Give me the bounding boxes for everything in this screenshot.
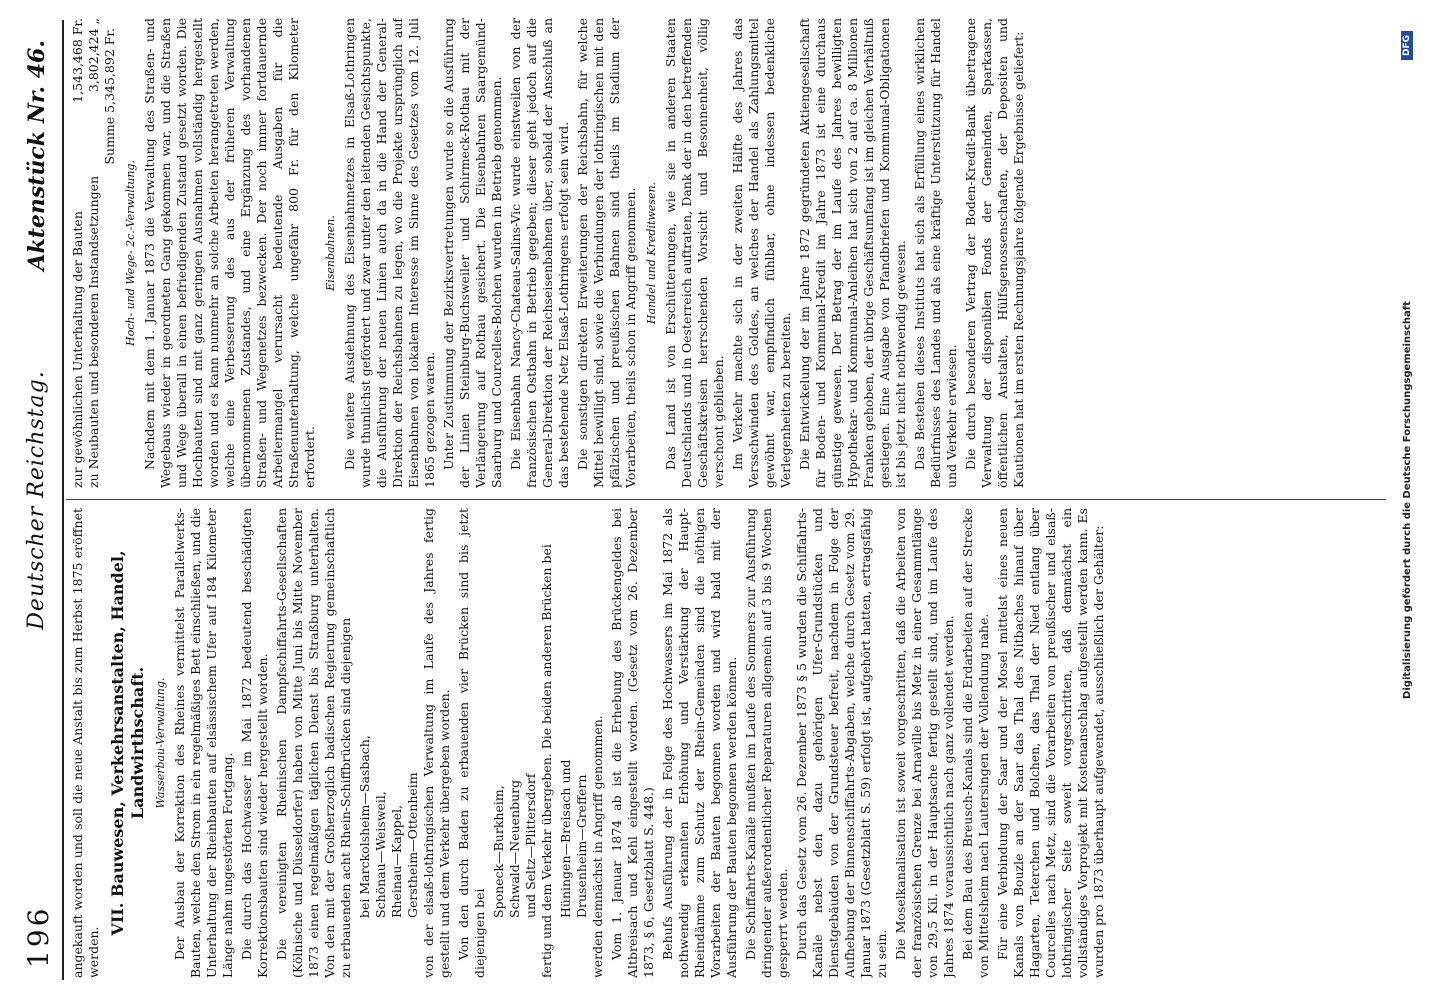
paragraph: Vom 1. Januar 1874 ab ist die Erhebung des Brückengeldes bei Altbreisach und Kehl eingestellt worden. (Gesetz vom 26. Dezember 1873, § 6, Gesetzblatt S. 448.) (609, 508, 656, 978)
bridge-list-item: und Seltz—Plittersdorf (523, 773, 538, 918)
paragraph: Behufs Ausführung der in Folge des Hochwassers im Mai 1872 als nothwendig erkannten Erhöhung und Verstärkung der Haupt-Rheindämme zum Schutz der Rhein-Gemeinden sind die nöthigen Vorarbeiten der Bauten begonnen worden und wird bald mit der Ausführung der Bauten begonnen werden können. (660, 508, 739, 978)
column-divider (66, 499, 1386, 500)
expense-label: zu Neubauten und besonderen Instandsetzungen (86, 175, 101, 488)
paragraph: Die sonstigen direkten Erweiterungen der Reichsbahn, für welche Mittel bewilligt sind, sowie die Verbindungen der lothringischen mit den pfälzischen und preußischen Bahnen sind theils im Stadium der Vorarbeiten, theils schon in Angriff genommen. (575, 18, 638, 488)
paragraph: Durch das Gesetz vom 26. Dezember 1873 § 5 wurden die Schiffahrts-Kanäle nebst den dazu gehörigen Ufer-Grundstücken und Dienstgebäuden von der Grundsteuer befreit, nachdem in Folge der Aufhebung der Binnenschiffahrts-Abgaben, welche durch Gesetz vom 29. Januar 1873 (Gesetzblatt S. 59) erfolgt ist, aufgehört hatten, ertragsfähig zu sein. (794, 508, 889, 978)
subheading: Handel und Kreditwesen. (645, 181, 658, 325)
paragraph: Bei dem Bau des Breusch-Kanals sind die Erdarbeiten auf der Strecke von Mittelsheim nach Lautersingen der Vollendung nahe. (960, 508, 991, 978)
bridge-list-item: Gerstheim—Ottenheim (405, 772, 420, 918)
document-reference: Aktenstück Nr. 46. (24, 40, 50, 271)
paragraph: Das Land ist von Erschütterungen, wie sie in anderen Staaten Deutschlands und in Oesterreich auftraten, Dank der in den betreffenden Geschäftskreisen herrschenden Vorsicht und Besonnenheit, völlig verschont geblieben. (663, 18, 726, 488)
digitization-credit: Digitalisierung gefördert durch die Deutsche Forschungsgemeinschaft (1402, 301, 1413, 699)
expense-line (86, 18, 102, 488)
bridge-list-item: Schwald—Neuenburg (507, 779, 522, 918)
expense-amount: 3,802,424 „ (86, 18, 101, 93)
expense-total: Summe 5,345,892 Fr. (102, 28, 117, 165)
paragraph: werden demnächst in Angriff genommen. (590, 715, 605, 978)
subheading: Wasserbau-Verwaltung. (154, 677, 167, 809)
bridge-list-item: Schönau—Weisweil, (373, 791, 388, 918)
header-rule (62, 20, 64, 980)
bridge-list-item: Hüningen—Breisach und (558, 759, 573, 918)
expense-label: zur gewöhnlichen Unterhaltung der Bauten (70, 211, 85, 488)
subheading: Eisenbahnen. (324, 215, 337, 291)
paragraph: Nachdem mit dem 1. Januar 1873 die Verwaltung des Straßen- und Wegebaus wieder in geordneten Gang gekommen war, und die Straßen und Wege überall in einen befriedigenden Zustand gesetzt worden. Die Hochbauten sind mit ganz geringen Ausnahmen vollständig hergestellt worden und es kann nunmehr an solche Arbeiten herangetreten werden, welche eine Verbesserung des aus der früheren Verwaltung übernommenen Zustandes, und eine Ergänzung des vorhandenen Straßen- und Wegenetzes bezwecken. Der noch immer fortdauernde Arbeitermangel verursacht bedeutende Ausgaben für die Straßenunterhaltung, welche ungefähr 800 Fr. für den Kilometer erfordert. (142, 18, 317, 488)
left-column (70, 508, 1390, 978)
paragraph: Die Moselkanalisation ist soweit vorgeschritten, daß die Arbeiten von der französischen Grenze bei Arnaville bis Metz in einer Gesammtlänge von 29,5 Kil. in der Hauptsache fertig gestellt sind, und im Laufe des Jahres 1874 voraussichtlich nach ganz vollendet werden. (893, 508, 956, 978)
bridge-list-item: Drusenheim—Greffern (574, 774, 589, 918)
page-number: 196 (22, 905, 55, 968)
paragraph: von der elsaß-lothringischen Verwaltung im Laufe des Jahres fertig gestellt und dem Verkehr übergeben worden. (421, 508, 452, 978)
running-title: Deutscher Reichstag. (24, 370, 49, 630)
right-column (70, 18, 1390, 488)
expense-amount: 1,543,468 Fr. (70, 18, 85, 103)
paragraph: Die Entwickelung der im Jahre 1872 gegründeten Aktiengesellschaft für Boden- und Kommunal-Kredit im Jahre 1873 ist eine durchaus günstige gewesen. Der Betrag der im Laufe des Jahres bewilligten Hypothekar- und Kommunal-Anleihen hat sich von 2 auf ca. 8 Millionen Franken gehoben, der übrige Geschäftsumfang ist im gleichen Verhältniß gestiegen. Eine Ausgabe von Pfandbriefen und Kommunal-Obligationen ist bis jetzt nicht nothwendig gewesen. (797, 18, 908, 488)
paragraph: Der Ausbau der Korrektion des Rheines vermittelst Parallelwerks-Bauten, welche den Strom in ein regelmäßiges Bett einschließen, und die Unterhaltung der Rheinbauten auf elsässischem Ufer auf 184 Kilometer Länge nahm ungestörten Fortgang. (172, 508, 235, 978)
page-header (8, 20, 68, 980)
paragraph: Die durch besonderen Vertrag der Boden-Kredit-Bank übertragene Verwaltung der disponiblen Fonds der Gemeinden, Sparkassen, öffentlichen Anstalten, Hülfsgenossenschaften, der Depositen und Kautionen hat im ersten Rechnungsjahre folgende Ergebnisse geliefert: (963, 18, 1026, 488)
section-heading: VII. Bauwesen, Verkehrsanstalten, Handel, Landwirthschaft. (108, 550, 147, 936)
subheading: Hoch- und Wege- 2c.-Verwaltung. (124, 160, 137, 346)
dfg-logo: DFG (1401, 31, 1413, 60)
paragraph: Die durch das Hochwasser im Mai 1872 bedeutend beschädigten Korrektionsbauten sind wieder hergestellt worden. (239, 508, 270, 978)
bridge-list-item: Sponeck—Burkheim, (491, 785, 506, 918)
paragraph: Die weitere Ausdehnung des Eisenbahnnetzes in Elsaß-Lothringen wurde thunlichst gefördert und zwar unter den leitenden Gesichtspunkte, die Ausführung der neuen Linien auch da in die Hand der General-Direktion der Reichsbahnen zu legen, wo die Projekte ursprünglich auf Eisenbahnen von lokalem Interesse im Sinne des Gesetzes vom 12. Juli 1865 gezogen waren. (342, 18, 437, 488)
paragraph: Von den durch Baden zu erbauenden vier Brücken sind bis jetzt diejenigen bei (456, 508, 487, 978)
paragraph: Unter Zustimmung der Bezirksvertretungen wurde so die Ausführung der Linien Steinburg-Buchsweiler und Schirmeck-Rothau mit der Verlängerung auf Rothau gesichert. Die Eisenbahnen Saargemünd-Saarburg und Courcelles-Bolchen wurden in Betrieb genommen. (441, 18, 504, 488)
paragraph: angekauft worden und soll die neue Anstalt bis zum Herbst 1875 eröffnet werden. (70, 508, 101, 978)
bridge-list-item: Rheinau—Kappel, (389, 804, 404, 918)
paragraph: Die Eisenbahn Nancy-Chateau-Salins-Vic wurde einstweilen von der französischen Ostbahn in Betrieb gegeben; dieser geht jedoch auf die General-Direktion der Reichseisenbahnen über, sobald der Anschluß an das bestehende Netz Elsaß-Lothringens erfolgt sein wird. (508, 18, 571, 488)
paragraph: Im Verkehr machte sich in der zweiten Hälfte des Jahres das Versschwinden des Goldes, an welches der Handel als Zahlungsmittel gewöhnt war, empfindlich fühlbar, ohne indessen bedenkliche Verlegenheiten zu bereiten. (730, 18, 793, 488)
paragraph: Das Bestehen dieses Instituts hat sich als Erfüllung eines wirklichen Bedürfnisses des Landes und als eine kräftige Unterstützung für Handel und Verkehr erwiesen. (912, 18, 959, 488)
paragraph: Die Schiffahrts-Kanäle mußten im Laufe des Sommers zur Ausführung dringender außerordentlicher Reparaturen allgemein auf 3 bis 9 Wochen gesperrt werden. (743, 508, 790, 978)
bridge-list-item: bei Marckolsheim—Sasbach, (357, 735, 372, 918)
paragraph: fertig und dem Verkehr übergeben. Die beiden anderen Brücken bei (539, 544, 554, 978)
paragraph: Die vereinigten Rheinischen Dampfschiffahrts-Gesellschaften (Kölnische und Düsseldorfer) haben von Mitte Juni bis Mitte November 1873 einen regelmäßigen täglichen Dienst bis Straßburg unterhalten. Von den mit der Großherzoglich badischen Regierung gemeinschaftlich zu erbauenden acht Rhein-Schiffbrücken sind diejenigen (274, 508, 353, 978)
paragraph: Für eine Verbindung der Saar und der Mosel mittelst eines neuen Kanals von Bouzle an der Saar das Thal des Nitbaches hinauf über Hagarten, Teterchen und Bolchen, das Thal der Nied entlang über Courcelles nach Metz, sind die Vorarbeiten von preußischer und elsaß-lothringischer Seite soweit vorgeschritten, daß demnächst ein vollständiges Vorprojekt mit Kostenanschlag aufgestellt werden kann. Es wurden pro 1873 überhaupt aufgewendet, ausschließlich der Gehälter: (995, 508, 1106, 978)
expense-line (70, 18, 86, 488)
